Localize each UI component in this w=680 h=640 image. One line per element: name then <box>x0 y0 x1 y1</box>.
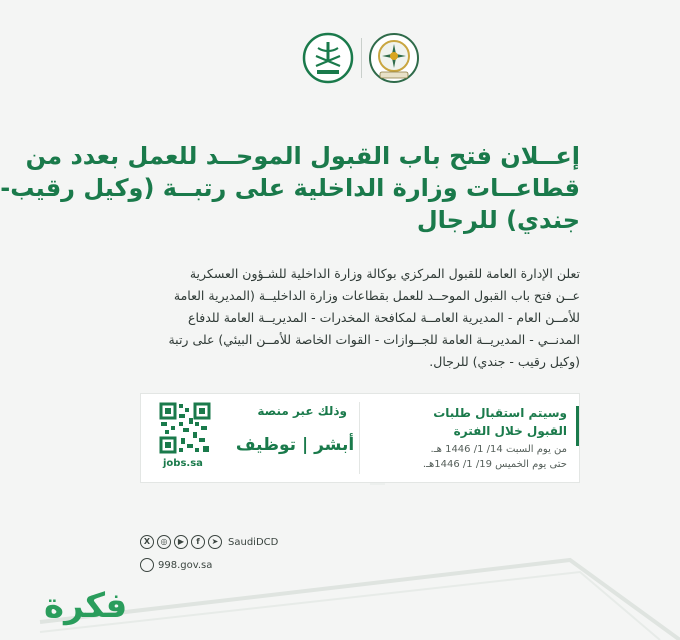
title-line: إعــلان فتح باب القبول الموحــد للعمل بعدد من <box>25 142 580 170</box>
saudi-emblem-icon <box>302 32 354 84</box>
announcement-body <box>140 263 580 373</box>
facebook-icon[interactable]: f <box>191 535 205 549</box>
accent-bar <box>576 406 579 446</box>
platform-label: وذلك عبر منصة <box>257 404 347 418</box>
body-line: للأمــن العام - المديرية العامــة لمكافحة المخدرات - المديريــة العامة للدفاع <box>187 310 580 325</box>
start-date: من يوم السبت 14/ 1/ 1446 هـ. <box>430 444 567 455</box>
site-watermark <box>40 580 200 640</box>
card-divider <box>359 402 360 474</box>
body-line: المدنــي - المديريــة العامة للجــوازات - القوات الخاصة للأمــن البيئي) على رتبة <box>168 332 580 347</box>
end-date: حتى يوم الخميس 19/ 1/ 1446هـ. <box>422 459 567 470</box>
header-logos <box>302 28 420 88</box>
watermark-text: فكرة <box>44 586 128 626</box>
logo-divider <box>361 38 362 78</box>
absher-tawdheef-logo[interactable] <box>235 428 355 460</box>
jobs-link[interactable]: jobs.sa <box>163 458 203 469</box>
instagram-icon[interactable]: ◎ <box>157 535 171 549</box>
website-link[interactable] <box>140 557 212 573</box>
application-period <box>359 394 579 482</box>
application-info-card <box>140 393 580 483</box>
period-title: القبول خلال الفترة <box>453 424 567 438</box>
telegram-icon[interactable]: ➤ <box>208 535 222 549</box>
civil-defense-emblem-icon <box>368 32 420 84</box>
social-handle[interactable]: SaudiDCD <box>228 536 279 548</box>
title-line: جندي) للرجال <box>416 206 580 234</box>
period-title: وسيتم استقبال طلبات <box>433 406 567 420</box>
x-icon[interactable]: X <box>140 535 154 549</box>
qr-code[interactable] <box>159 402 211 454</box>
social-links <box>140 534 278 550</box>
body-line: تعلن الإدارة العامة للقبول المركزي بوكالة وزارة الداخلية للشـؤون العسكرية <box>189 266 580 281</box>
platform-section <box>141 394 359 482</box>
globe-icon <box>140 558 154 572</box>
platform-name: أبشر | توظيف <box>235 435 355 455</box>
title-line: قطاعــات وزارة الداخلية على رتبــة (وكيل رقيب- <box>0 174 580 202</box>
body-line: (وكيل رقيب - جندي) للرجال. <box>429 354 580 369</box>
website-url[interactable]: 998.gov.sa <box>158 559 213 571</box>
announcement-title <box>0 140 580 236</box>
body-line: عــن فتح باب القبول الموحــد للعمل بقطاعات وزارة الداخليــة (المديرية العامة <box>173 288 580 303</box>
youtube-icon[interactable]: ▶ <box>174 535 188 549</box>
